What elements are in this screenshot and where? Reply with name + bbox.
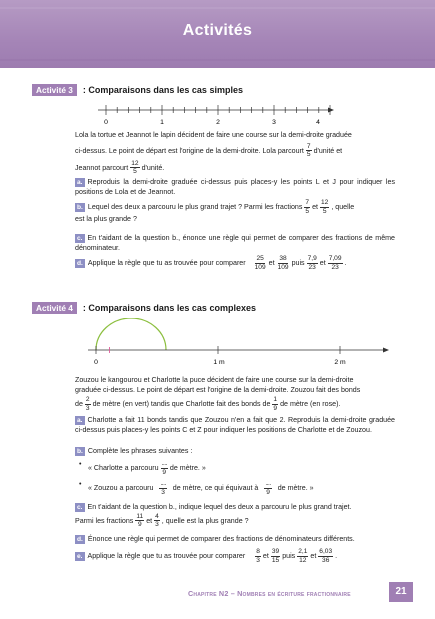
activity-3-title: : Comparaisons dans les cas simples [82,84,243,95]
fraction-d-4: $\frac{7,09}{23}$ [328,255,342,271]
tick-label-1m: 1 m [213,359,225,366]
tick-label-3: 3 [272,119,276,126]
fraction-blank-zouzou-1: $\frac{....}{3}$ [160,480,166,496]
fraction-c-1: $\frac{11}{9}$ [136,512,144,529]
tick-label-1: 1 [160,119,164,126]
activity-4-number-line [86,318,391,368]
question-a-text: Charlotte a fait 11 bonds tandis que Zouzou n'en a fait que 2. Reproduis la demi-droite graduée ci-dessus puis places-y les points C et Z pour indiquer les positions de Charlotte et de Zouzou. [75,416,395,434]
tick-label-4: 4 [316,119,320,126]
question-a-text: Reproduis la demi-droite graduée ci-dessus puis places-y les points L et J pour indiquer les positions de Lola et de Jeannot. [75,178,395,196]
tick-label-0m: 0 [94,359,98,366]
activity-3-question-c [75,234,395,253]
question-d-text: Énonce une règle qui permet de comparer des fractions de dénominateurs différents. [87,535,355,543]
tick-label-2: 2 [216,119,220,126]
number-line-ticks [106,105,330,115]
question-label-b: b. [77,203,83,211]
activity-4-question-e: e. Applique la règle que tu as trouvée pour comparer $\frac{8}{3}$ et $\frac{39}{15}$ puis $\frac{2,1}{12}$ et $\frac{6,03}{36}$ . [77,548,338,564]
fraction-e-3: $\frac{2,1}{12}$ [298,548,308,564]
fraction-e-2: $\frac{39}{15}$ [271,548,280,564]
question-b-text: Complète les phrases suivantes : [87,447,193,455]
intro-line-3: Jeannot parcourt $\frac{12}{5}$ d'unité. [75,159,165,176]
intro-line-1: Zouzou le kangourou et Charlotte la puce décident de faire une course sur la demi-droite [75,376,354,384]
intro-line-3: de $\frac{2}{3}$ de mètre (en vert) tandis que Charlotte fait des bonds de $\frac{1}{9}$ de mètre (en rose). [75,396,341,412]
question-label-b: b. [77,448,83,455]
activity-4-question-a [75,416,395,435]
activity-3-badge: Activité 3 [32,84,77,96]
fraction-lola: $\frac{7}{5}$ [306,142,311,159]
activity-3-intro [75,131,395,176]
page-title: Activités [182,22,253,39]
activity-3-question-b: b. Lequel des deux a parcouru le plus grand trajet ? Parmi les fractions $\frac{7}{5}$ et $\frac{12}{5}$ , quelle est la plus grande ? [75,199,395,225]
fraction-c-2: $\frac{4}{3}$ [155,512,159,529]
fraction-e-4: $\frac{6,03}{36}$ [319,548,333,564]
tick-label-0: 0 [104,119,108,126]
question-label-c: c. [77,235,83,242]
question-c-line-2: Parmi les fractions $\frac{11}{9}$ et $\frac{4}{3}$ , quelle est la plus grande ? [75,512,249,529]
bullet-charlotte: • « Charlotte a parcouru $\frac{....}{9}$ de mètre. » [88,460,206,476]
activity-4-intro [75,376,395,412]
intro-line-2: ci-dessus. Le point de départ est l'origine de la demi-droite. Lola parcourt $\frac{7}{5}$ d'unité et [75,142,343,159]
fraction-charlotte: $\frac{1}{9}$ [273,396,278,412]
fraction-b-2: $\frac{12}{5}$ [320,199,329,215]
fraction-jeannot: $\frac{12}{5}$ [131,159,139,176]
question-label-a: a. [77,417,83,424]
number-line-arrow [383,348,389,353]
fraction-blank-zouzou-2: $\frac{....}{9}$ [265,480,271,496]
question-label-a: a. [77,179,83,186]
question-label-d: d. [77,259,83,267]
fraction-e-1: $\frac{8}{3}$ [256,548,260,564]
activity-3-question-a [75,178,395,197]
fraction-d-1: $\frac{25}{109}$ [254,255,266,271]
question-label-d: d. [77,536,83,543]
fraction-blank-charlotte: $\frac{....}{9}$ [161,460,167,476]
tick-label-2m: 2 m [334,359,346,366]
activity-3-heading [32,83,243,97]
fraction-b-1: $\frac{7}{5}$ [305,199,310,215]
fraction-d-3: $\frac{7,9}{23}$ [307,255,317,271]
activity-3-question-d: d. Applique la règle que tu as trouvée pour comparer $\frac{25}{109}$ et $\frac{38}{109}$ puis $\frac{7,9}{23}$ et $\frac{7,09}{23}$ . [77,255,347,271]
fraction-d-2: $\frac{38}{109}$ [277,255,289,271]
question-label-e: e. [77,552,83,560]
chapter-footer: Chapitre N2 – Nombres en écriture fractionnaire [188,589,351,598]
activity-4-question-b [75,447,395,457]
intro-line-2: graduée ci-dessus. Le point de départ est l'origine de la demi-droite. Zouzou fait des bonds [75,385,361,394]
activity-4-question-d [75,535,395,545]
question-label-c: c. [77,504,83,511]
fraction-zouzou: $\frac{2}{3}$ [85,396,90,412]
intro-line-1: Lola la tortue et Jeannot le lapin décident de faire une course sur la demi-droite graduée [75,131,352,139]
activity-3-number-line [96,101,336,127]
activity-4-badge: Activité 4 [32,302,77,314]
activity-4-question-c: c. En t'aidant de la question b., indique lequel des deux a parcouru le plus grand trajet. Parmi les fractions $\frac{11}{9}$ et $\frac{4}{3}$ , quelle est la plus grande ? [75,503,395,529]
activity-4-title: : Comparaisons dans les cas complexes [82,302,256,313]
bullet-zouzou: • « Zouzou a parcouru $\frac{....}{3}$ de mètre, ce qui équivaut à $\frac{....}{9}$ de mètre. » [88,480,314,496]
activity-4-heading [32,301,256,315]
question-c-text: En t'aidant de la question b., énonce une règle qui permet de comparer des fractions de même dénominateur. [75,234,395,252]
question-b-line-2: est la plus grande ? [75,215,137,224]
page-number: 21 [389,582,413,602]
page-header [0,0,435,68]
zouzou-jump-arc [96,318,166,350]
number-line-arrow [328,108,334,113]
